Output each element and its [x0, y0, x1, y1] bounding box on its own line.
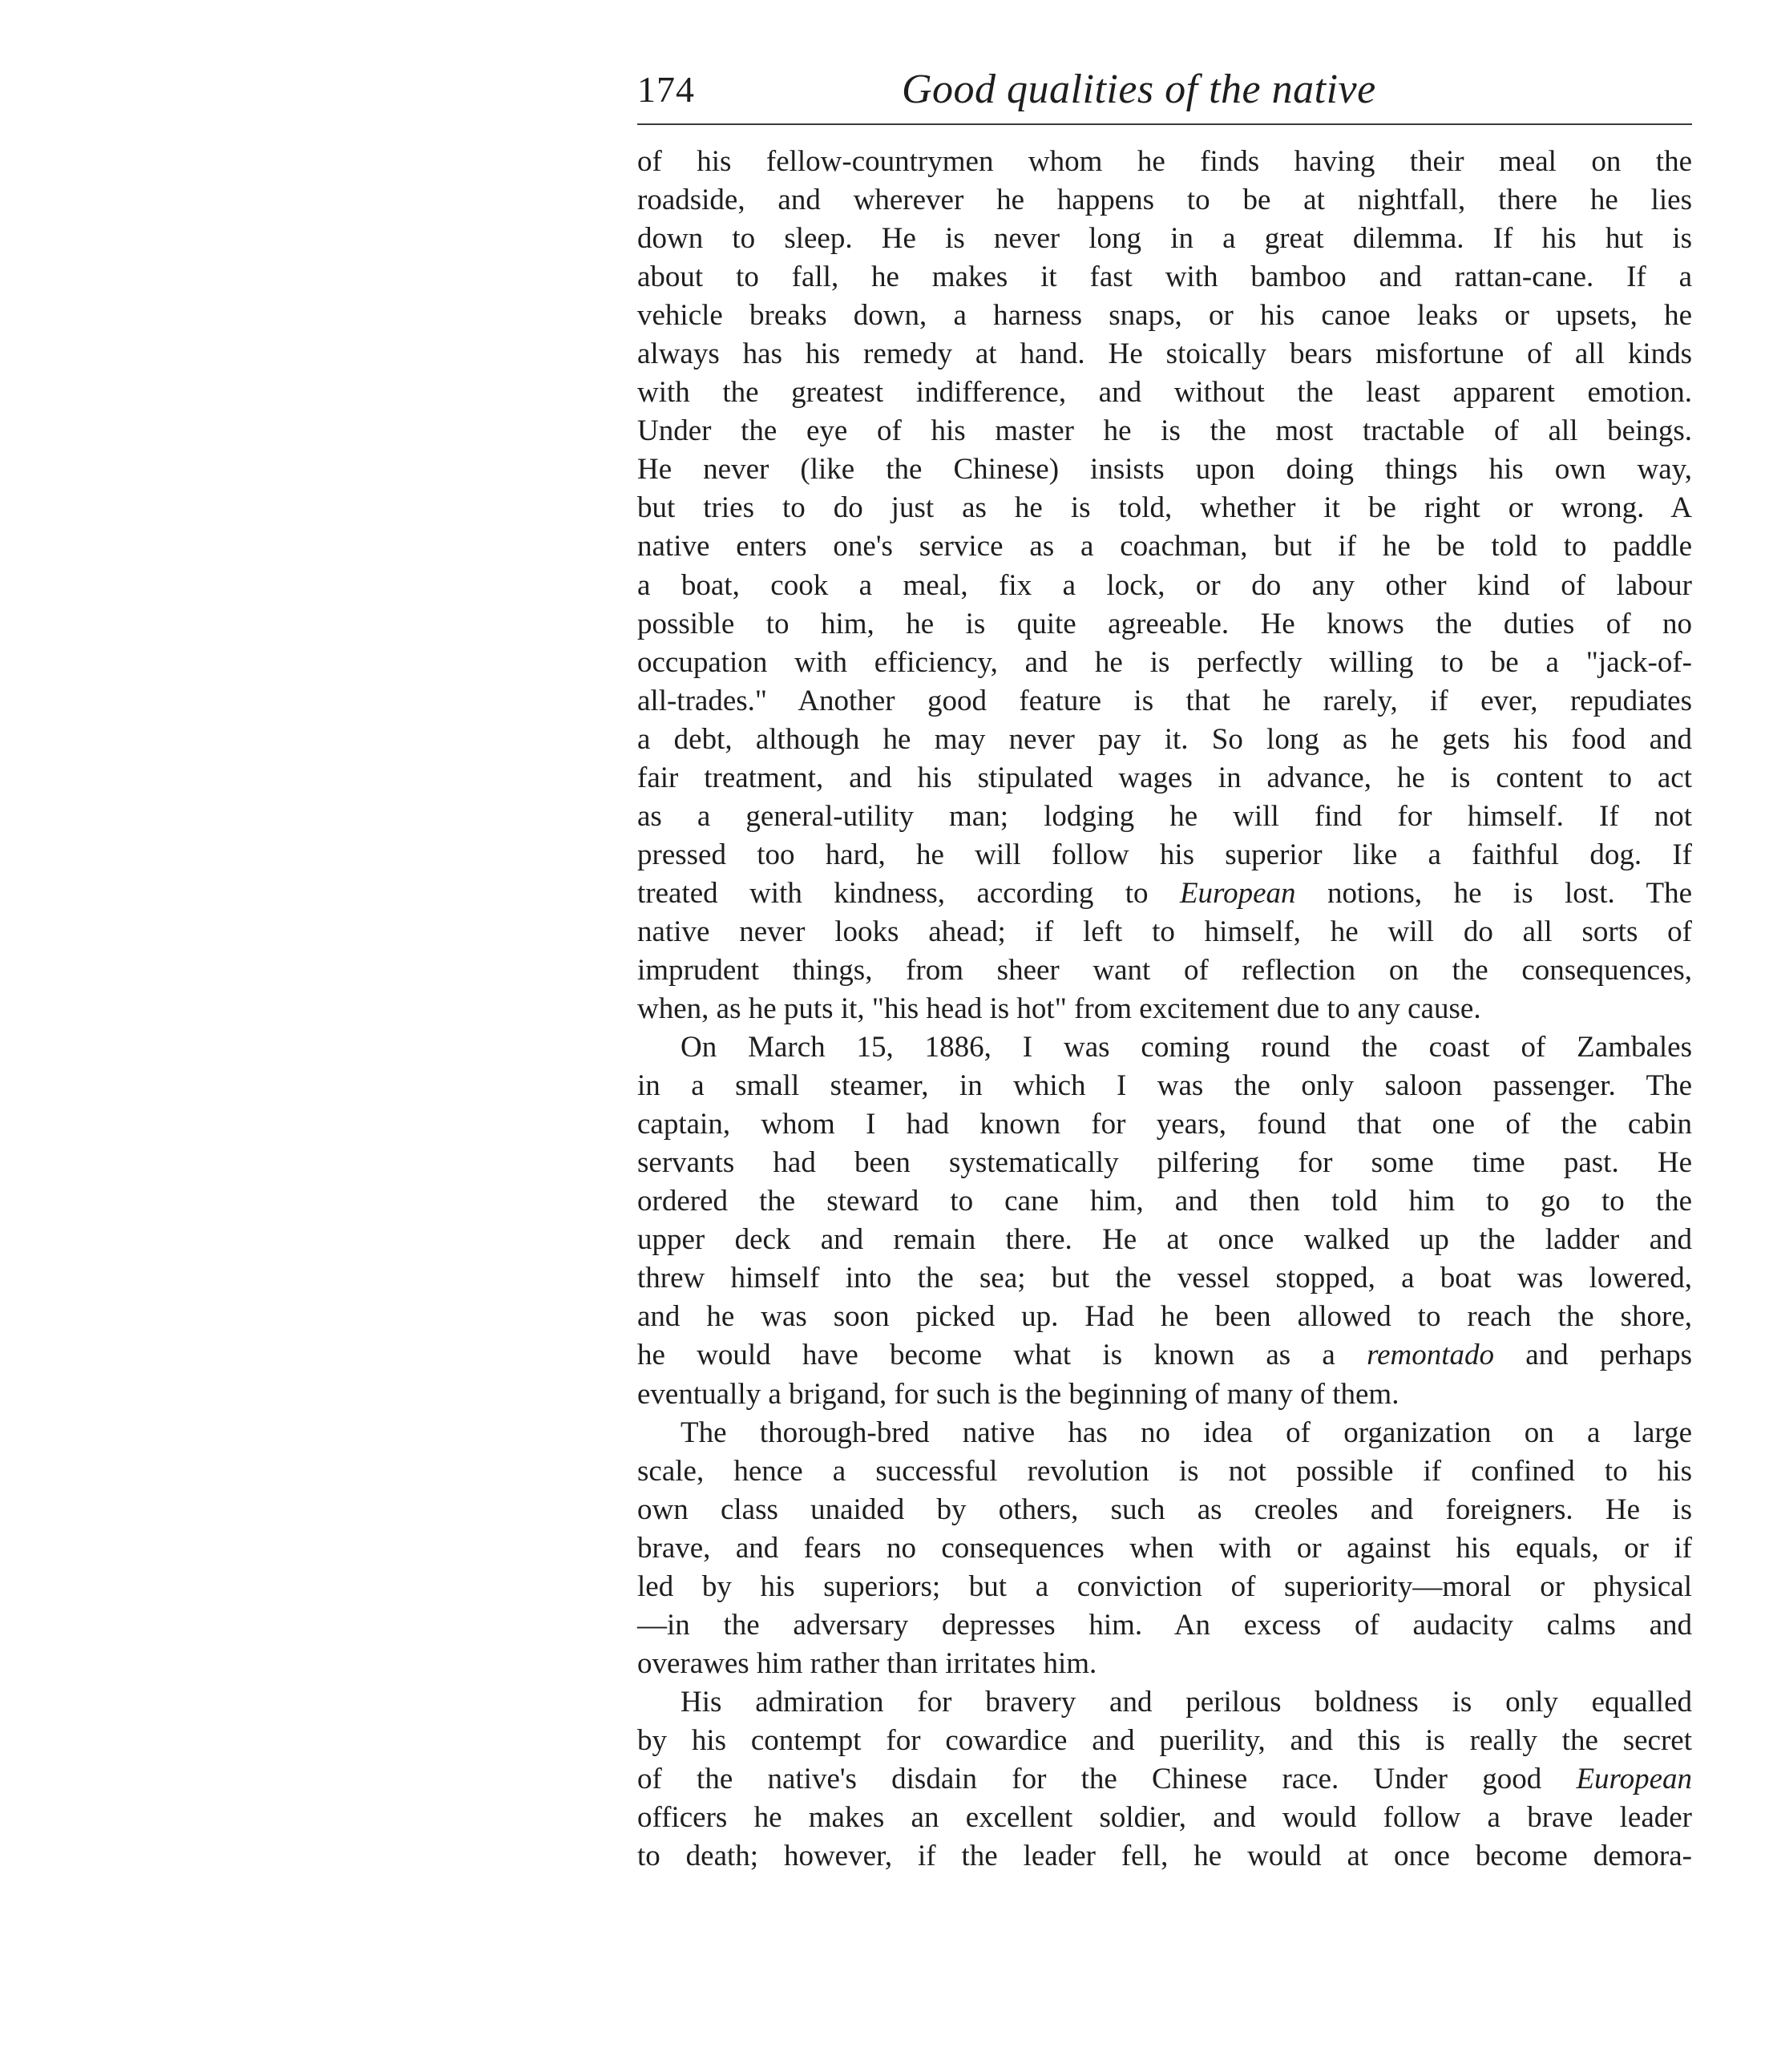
text-line: and he was soon picked up. Had he been allowed to reach the shore, [637, 1300, 1692, 1334]
text-line: always has his remedy at hand. He stoically bears misfortune of all kinds [637, 337, 1692, 371]
text-line: eventually a brigand, for such is the beginning of many of them. [637, 1377, 1399, 1411]
text-line: about to fall, he makes it fast with bamboo and rattan-cane. If a [637, 261, 1692, 294]
text-line: native never looks ahead; if left to himself, he will do all sorts of [637, 915, 1692, 948]
text-line: he would have become what is known as a remontado and perhaps [637, 1339, 1692, 1372]
text-line: occupation with efficiency, and he is perfectly willing to be a "jack-of- [637, 645, 1692, 679]
paragraph-2 [637, 1028, 1692, 1413]
text-line: overawes him rather than irritates him. [637, 1646, 1097, 1680]
text-line: with the greatest indifference, and without the least apparent emotion. [637, 376, 1692, 410]
text-line: officers he makes an excellent soldier, and would follow a brave leader [637, 1801, 1692, 1835]
text-line: when, as he puts it, "his head is hot" from excitement due to any cause. [637, 992, 1481, 1026]
paragraph-1 [637, 143, 1692, 1028]
text-line: captain, whom I had known for years, found that one of the cabin [637, 1108, 1692, 1141]
text-line: of his fellow-countrymen whom he finds having their meal on the [637, 145, 1692, 178]
text-line: a boat, cook a meal, fix a lock, or do any other kind of labour [637, 568, 1692, 602]
page-number: 174 [637, 69, 695, 110]
paragraph-4 [637, 1683, 1692, 1876]
text-line: own class unaided by others, such as creoles and foreigners. He is [637, 1492, 1692, 1526]
text-line: fair treatment, and his stipulated wages in advance, he is content to act [637, 761, 1692, 794]
text-line: Under the eye of his master he is the most tractable of all beings. [637, 414, 1692, 448]
text-line: vehicle breaks down, a harness snaps, or his canoe leaks or upsets, he [637, 299, 1692, 333]
text-line: a debt, although he may never pay it. So long as he gets his food and [637, 722, 1692, 756]
text-line: ordered the steward to cane him, and then told him to go to the [637, 1185, 1692, 1218]
text-line: The thorough-bred native has no idea of organization on a large [681, 1416, 1692, 1449]
text-line: His admiration for bravery and perilous boldness is only equalled [681, 1685, 1692, 1719]
text-line: as a general-utility man; lodging he will find for himself. If not [637, 799, 1692, 833]
paragraph-3 [637, 1414, 1692, 1683]
text-line: of the native's disdain for the Chinese race. Under good European [637, 1762, 1692, 1795]
text-line: imprudent things, from sheer want of reflection on the consequences, [637, 953, 1692, 987]
header-rule [637, 123, 1692, 125]
text-line: by his contempt for cowardice and puerility, and this is really the secret [637, 1723, 1692, 1757]
body-text [637, 143, 1692, 1876]
text-line: threw himself into the sea; but the vessel stopped, a boat was lowered, [637, 1262, 1692, 1295]
text-line: all-trades." Another good feature is that he rarely, if ever, repudiates [637, 684, 1692, 717]
text-line: in a small steamer, in which I was the only saloon passenger. The [637, 1069, 1692, 1103]
page-header [637, 58, 1692, 122]
text-line: —in the adversary depresses him. An excess of audacity calms and [637, 1608, 1692, 1642]
text-line: but tries to do just as he is told, whether it be right or wrong. A [637, 491, 1692, 525]
text-line: treated with kindness, according to European notions, he is lost. The [637, 876, 1693, 910]
running-title: Good qualities of the native [902, 67, 1376, 112]
text-line: brave, and fears no consequences when with or against his equals, or if [637, 1531, 1692, 1565]
text-line: servants had been systematically pilfering for some time past. He [637, 1146, 1692, 1180]
text-line: upper deck and remain there. He at once walked up the ladder and [637, 1223, 1692, 1257]
text-line: roadside, and wherever he happens to be at nightfall, there he lies [637, 184, 1692, 217]
text-line: down to sleep. He is never long in a great dilemma. If his hut is [637, 222, 1692, 256]
text-line: native enters one's service as a coachman, but if he be told to paddle [637, 530, 1692, 563]
text-line: pressed too hard, he will follow his superior like a faithful dog. If [637, 838, 1692, 871]
text-line: led by his superiors; but a conviction of superiority—moral or physical [637, 1569, 1692, 1603]
text-line: He never (like the Chinese) insists upon doing things his own way, [637, 453, 1692, 487]
text-line: On March 15, 1886, I was coming round the coast of Zambales [681, 1031, 1692, 1064]
text-line: scale, hence a successful revolution is not possible if confined to his [637, 1454, 1692, 1488]
text-line: to death; however, if the leader fell, he would at once become demora- [637, 1840, 1692, 1873]
text-line: possible to him, he is quite agreeable. He knows the duties of no [637, 607, 1692, 640]
